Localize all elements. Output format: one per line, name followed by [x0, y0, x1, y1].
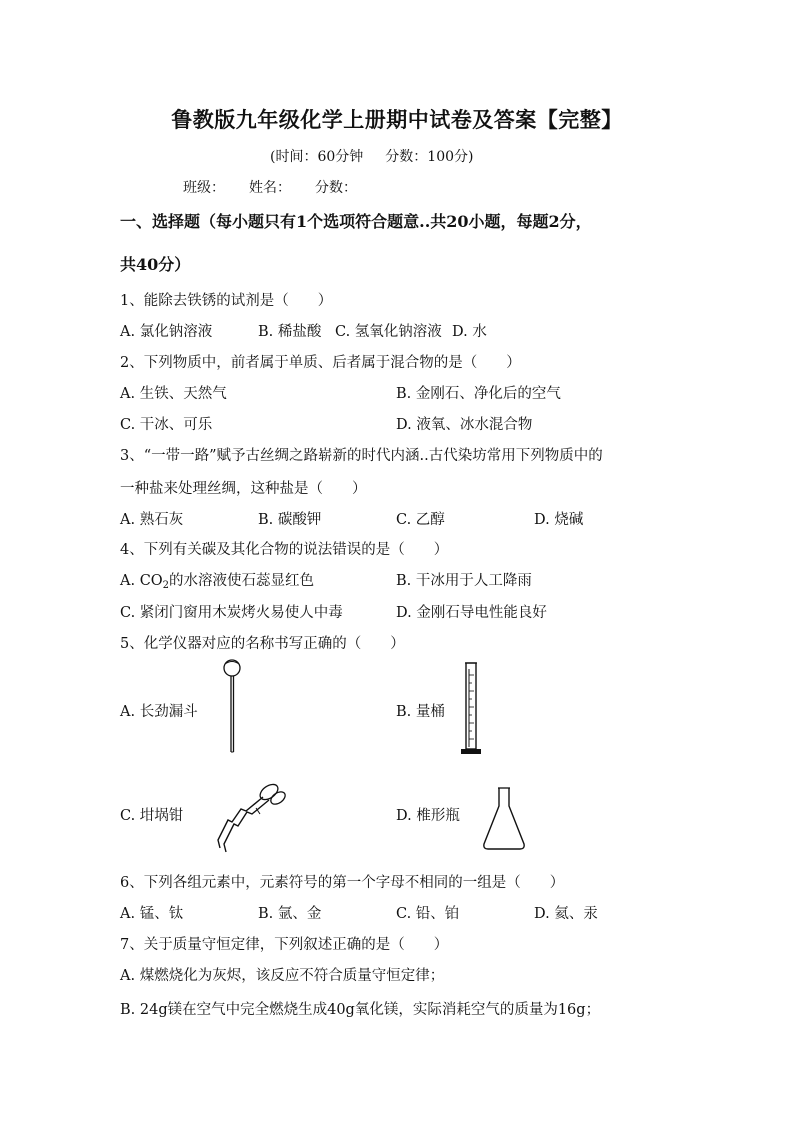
question-3-option-b: B. 碳酸钾 — [258, 512, 322, 528]
question-6-option-b: B. 氩、金 — [258, 906, 322, 922]
question-7-option-a: A. 煤燃烧化为灰烬，该反应不符合质量守恒定律； — [120, 968, 445, 984]
long-neck-funnel-image — [218, 658, 248, 756]
exam-score: 分数：100分) — [385, 149, 474, 165]
question-1-option-b: B. 稀盐酸 — [258, 324, 322, 340]
question-4-option-a-suffix: 的水溶液使石蕊显红色 — [169, 573, 315, 589]
section-heading-line1: 一、选择题（每小题只有1个选项符合题意..共20小题，每题2分， — [120, 212, 592, 231]
question-4-option-c: C. 紧闭门窗用木炭烤火易使人中毒 — [120, 605, 343, 621]
question-1-stem: 1、能除去铁锈的试剂是（ ） — [120, 293, 333, 309]
question-3-option-d: D. 烧碱 — [534, 512, 584, 528]
question-3-stem-line2: 一种盐来处理丝绸，这种盐是（ ） — [120, 481, 367, 497]
question-1-option-c: C. 氢氧化钠溶液 — [335, 324, 442, 340]
question-3-stem-line1: 3、“一带一路”赋予古丝绸之路崭新的时代内涵..古代染坊常用下列物质中的 — [120, 448, 603, 464]
question-4-option-a — [120, 569, 314, 591]
question-4-option-a-prefix: A. CO — [120, 573, 163, 589]
question-6-option-d: D. 氦、汞 — [534, 906, 598, 922]
question-2-option-d: D. 液氧、冰水混合物 — [396, 417, 533, 433]
question-4-option-b: B. 干冰用于人工降雨 — [396, 573, 532, 589]
question-5-option-a: A. 长劲漏斗 — [120, 704, 198, 720]
question-5-option-c: C. 坩埚钳 — [120, 808, 184, 824]
question-4-stem: 4、下列有关碳及其化合物的说法错误的是（ ） — [120, 542, 449, 558]
name-label: 姓名： — [249, 180, 291, 196]
question-5-stem: 5、化学仪器对应的名称书写正确的（ ） — [120, 636, 405, 652]
page-title: 鲁教版九年级化学上册期中试卷及答案【完整】 — [171, 107, 623, 132]
question-1-option-d: D. 水 — [452, 324, 487, 340]
conical-flask-image — [480, 786, 530, 852]
question-3-option-a: A. 熟石灰 — [120, 512, 184, 528]
question-7-option-b: B. 24g镁在空气中完全燃烧生成40g氧化镁，实际消耗空气的质量为16g； — [120, 1002, 601, 1018]
class-label: 班级： — [183, 180, 225, 196]
graduated-cylinder-image — [458, 661, 486, 757]
question-6-option-a: A. 锰、钛 — [120, 906, 184, 922]
question-2-option-c: C. 干冰、可乐 — [120, 417, 213, 433]
question-2-option-b: B. 金刚石、净化后的空气 — [396, 386, 561, 402]
question-5-option-d: D. 椎形瓶 — [396, 808, 460, 824]
question-1-option-a: A. 氯化钠溶液 — [120, 324, 213, 340]
crucible-tongs-image — [208, 778, 288, 856]
question-6-option-c: C. 铅、铂 — [396, 906, 460, 922]
exam-meta — [270, 146, 473, 166]
student-info — [183, 177, 381, 197]
question-2-stem: 2、下列物质中，前者属于单质、后者属于混合物的是（ ） — [120, 355, 521, 371]
question-5-option-b: B. 量桶 — [396, 704, 445, 720]
score-label: 分数： — [315, 180, 357, 196]
question-4-option-d: D. 金刚石导电性能良好 — [396, 605, 547, 621]
question-2-option-a: A. 生铁、天然气 — [120, 386, 227, 402]
exam-time: (时间：60分钟 — [270, 149, 364, 165]
question-6-stem: 6、下列各组元素中，元素符号的第一个字母不相同的一组是（ ） — [120, 875, 565, 891]
question-3-option-c: C. 乙醇 — [396, 512, 445, 528]
section-heading-line2: 共40分） — [120, 255, 191, 274]
question-7-stem: 7、关于质量守恒定律，下列叙述正确的是（ ） — [120, 937, 449, 953]
question-4-option-a-subscript: 2 — [162, 580, 170, 591]
